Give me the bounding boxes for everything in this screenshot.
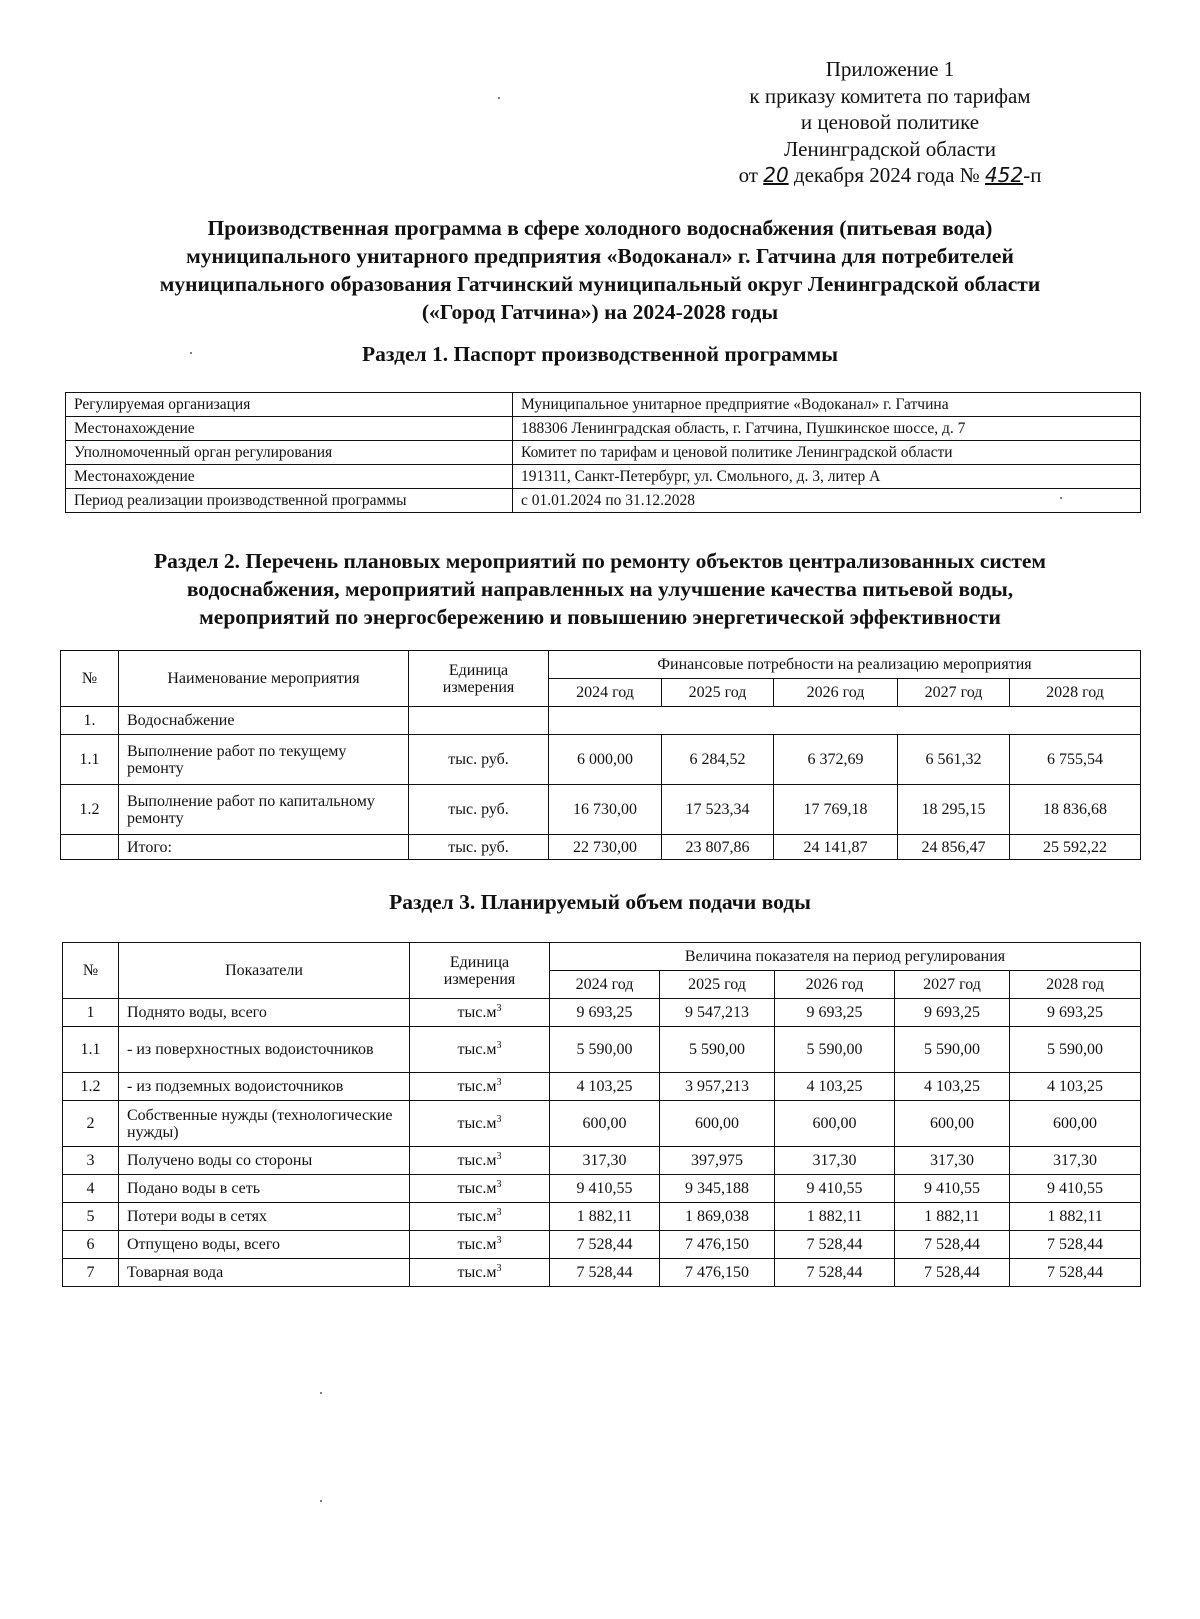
indicator-value: 7 528,44	[1010, 1259, 1141, 1287]
unit-exponent: 3	[496, 1040, 502, 1051]
indicator-value: 1 882,11	[550, 1203, 660, 1231]
passport-value: 188306 Ленинградская область, г. Гатчина, Пушкинское шоссе, д. 7	[513, 417, 1141, 441]
section2-heading-line-3: мероприятий по энергосбережению и повышению энергетической эффективности	[199, 605, 1001, 629]
indicator-value: 317,30	[550, 1147, 660, 1175]
row-number: 4	[63, 1175, 119, 1203]
unit-base: тыс.м	[457, 1004, 497, 1021]
indicator-name: Потери воды в сетях	[119, 1203, 410, 1231]
indicator-value: 1 882,11	[1010, 1203, 1141, 1231]
measures-col-name: Наименование мероприятия	[119, 651, 409, 707]
indicator-value: 5 590,00	[1010, 1027, 1141, 1073]
unit-exponent: 3	[496, 1151, 502, 1162]
measure-value: 6 372,69	[774, 735, 898, 785]
year-header: 2024 год	[550, 971, 660, 999]
scan-speck	[320, 1392, 322, 1394]
year-header: 2028 год	[1010, 971, 1141, 999]
measure-value: 18 295,15	[898, 785, 1010, 835]
measure-value: 6 284,52	[662, 735, 774, 785]
indicator-value: 9 410,55	[895, 1175, 1010, 1203]
volume-col-unit: Единица измерения	[410, 943, 550, 999]
unit-base: тыс.м	[457, 1180, 497, 1197]
measure-value: 6 755,54	[1010, 735, 1141, 785]
passport-label: Регулируемая организация	[66, 393, 513, 417]
indicator-value: 5 590,00	[660, 1027, 775, 1073]
indicator-value: 9 693,25	[775, 999, 895, 1027]
measure-unit: тыс. руб.	[409, 735, 549, 785]
indicator-value: 1 869,038	[660, 1203, 775, 1231]
measure-unit	[409, 707, 549, 735]
section3-heading: Раздел 3. Планируемый объем подачи воды	[389, 890, 811, 914]
volume-row	[63, 1073, 1141, 1101]
measure-name: Водоснабжение	[119, 707, 409, 735]
measure-row	[61, 785, 1141, 835]
indicator-name: Товарная вода	[119, 1259, 410, 1287]
indicator-value: 9 693,25	[895, 999, 1010, 1027]
date-prefix: от	[738, 163, 758, 187]
total-row	[61, 835, 1141, 860]
measure-name: Выполнение работ по капитальному ремонту	[119, 785, 409, 835]
unit-exponent: 3	[496, 1235, 502, 1246]
section2-heading	[60, 547, 1140, 631]
unit-exponent: 3	[496, 1077, 502, 1088]
indicator-value: 600,00	[775, 1101, 895, 1147]
indicator-value: 5 590,00	[775, 1027, 895, 1073]
total-value: 23 807,86	[662, 835, 774, 860]
volume-row	[63, 1027, 1141, 1073]
unit-exponent: 3	[496, 1263, 502, 1274]
indicator-value: 600,00	[550, 1101, 660, 1147]
year-header: 2026 год	[774, 679, 898, 707]
total-label: Итого:	[119, 835, 409, 860]
passport-value: с 01.01.2024 по 31.12.2028	[513, 489, 1141, 513]
unit-base: тыс.м	[457, 1208, 497, 1225]
indicator-value: 317,30	[895, 1147, 1010, 1175]
scan-speck	[1060, 497, 1062, 499]
indicator-value: 9 345,188	[660, 1175, 775, 1203]
scan-speck	[498, 97, 500, 99]
indicator-value: 600,00	[1010, 1101, 1141, 1147]
indicator-unit	[410, 1175, 550, 1203]
indicator-value: 397,975	[660, 1147, 775, 1175]
indicator-value: 1 882,11	[775, 1203, 895, 1231]
row-number: 1.	[61, 707, 119, 735]
indicator-value: 9 693,25	[1010, 999, 1141, 1027]
row-number: 1.1	[61, 735, 119, 785]
unit-base: тыс.м	[457, 1236, 497, 1253]
total-value: 24 141,87	[774, 835, 898, 860]
row-number: 1	[63, 999, 119, 1027]
indicator-unit	[410, 999, 550, 1027]
indicator-value: 7 528,44	[895, 1231, 1010, 1259]
measure-value: 6 000,00	[549, 735, 662, 785]
year-header: 2025 год	[660, 971, 775, 999]
year-header: 2028 год	[1010, 679, 1141, 707]
indicator-value: 600,00	[660, 1101, 775, 1147]
handwritten-order-number: 452	[985, 163, 1024, 187]
indicator-value: 9 547,213	[660, 999, 775, 1027]
volume-table	[62, 942, 1141, 1287]
handwritten-day: 20	[763, 163, 789, 187]
indicator-value: 7 476,150	[660, 1231, 775, 1259]
indicator-unit	[410, 1073, 550, 1101]
title-line-4: («Город Гатчина») на 2024-2028 годы	[421, 300, 779, 324]
year-header: 2027 год	[898, 679, 1010, 707]
unit-base: тыс.м	[457, 1152, 497, 1169]
scan-speck	[320, 1500, 322, 1502]
measures-table	[60, 650, 1141, 860]
indicator-unit	[410, 1147, 550, 1175]
annex-reference	[700, 56, 1080, 189]
indicator-value: 4 103,25	[1010, 1073, 1141, 1101]
unit-exponent: 3	[496, 1003, 502, 1014]
volume-col-group: Величина показателя на период регулирования	[550, 943, 1141, 971]
passport-label: Период реализации производственной программы	[66, 489, 513, 513]
unit-base: тыс.м	[457, 1078, 497, 1095]
indicator-value: 7 528,44	[550, 1231, 660, 1259]
measure-value: 17 769,18	[774, 785, 898, 835]
indicator-value: 5 590,00	[550, 1027, 660, 1073]
section1-heading: Раздел 1. Паспорт производственной программы	[361, 342, 839, 366]
indicator-value: 7 528,44	[775, 1259, 895, 1287]
passport-row	[66, 393, 1141, 417]
indicator-value: 600,00	[895, 1101, 1010, 1147]
year-header: 2027 год	[895, 971, 1010, 999]
volume-col-name: Показатели	[119, 943, 410, 999]
indicator-unit	[410, 1027, 550, 1073]
indicator-name: Поднято воды, всего	[119, 999, 410, 1027]
indicator-value: 3 957,213	[660, 1073, 775, 1101]
row-number: 7	[63, 1259, 119, 1287]
passport-table	[65, 392, 1141, 513]
indicator-name: Подано воды в сеть	[119, 1175, 410, 1203]
measure-unit: тыс. руб.	[409, 785, 549, 835]
volume-row	[63, 999, 1141, 1027]
indicator-value: 9 693,25	[550, 999, 660, 1027]
volume-row	[63, 1175, 1141, 1203]
indicator-unit	[410, 1101, 550, 1147]
annex-line-1: Приложение 1	[825, 57, 955, 81]
annex-line-3: и ценовой политике	[800, 110, 980, 134]
passport-row	[66, 465, 1141, 489]
indicator-value: 9 410,55	[775, 1175, 895, 1203]
indicator-value: 7 476,150	[660, 1259, 775, 1287]
row-number: 1.1	[63, 1027, 119, 1073]
row-number: 5	[63, 1203, 119, 1231]
title-line-3: муниципального образования Гатчинский муниципальный округ Ленинградской области	[159, 272, 1041, 296]
indicator-value: 9 410,55	[1010, 1175, 1141, 1203]
measure-value: 17 523,34	[662, 785, 774, 835]
year-header: 2026 год	[775, 971, 895, 999]
unit-exponent: 3	[496, 1114, 502, 1125]
volume-row	[63, 1231, 1141, 1259]
indicator-value: 7 528,44	[895, 1259, 1010, 1287]
indicator-name: - из поверхностных водоисточников	[119, 1027, 410, 1073]
row-number: 6	[63, 1231, 119, 1259]
measure-value: 16 730,00	[549, 785, 662, 835]
row-number: 3	[63, 1147, 119, 1175]
passport-value: Комитет по тарифам и ценовой политике Ленинградской области	[513, 441, 1141, 465]
passport-body	[66, 393, 1141, 513]
indicator-name: Собственные нужды (технологические нужды)	[119, 1101, 410, 1147]
indicator-value: 1 882,11	[895, 1203, 1010, 1231]
volume-row	[63, 1203, 1141, 1231]
indicator-value: 9 410,55	[550, 1175, 660, 1203]
indicator-value: 4 103,25	[895, 1073, 1010, 1101]
unit-base: тыс.м	[457, 1041, 497, 1058]
indicator-name: Отпущено воды, всего	[119, 1231, 410, 1259]
indicator-value: 317,30	[775, 1147, 895, 1175]
title-line-2: муниципального унитарного предприятия «Водоканал» г. Гатчина для потребителей	[186, 244, 1014, 268]
indicator-name: Получено воды со стороны	[119, 1147, 410, 1175]
unit-base: тыс.м	[457, 1115, 497, 1132]
total-value: 22 730,00	[549, 835, 662, 860]
measures-body	[61, 707, 1141, 860]
measure-name: Выполнение работ по текущему ремонту	[119, 735, 409, 785]
indicator-value: 317,30	[1010, 1147, 1141, 1175]
measures-col-unit: Единица измерения	[409, 651, 549, 707]
volume-row	[63, 1259, 1141, 1287]
indicator-value: 7 528,44	[550, 1259, 660, 1287]
measures-col-group: Финансовые потребности на реализацию мероприятия	[549, 651, 1141, 679]
total-value: 24 856,47	[898, 835, 1010, 860]
indicator-name: - из подземных водоисточников	[119, 1073, 410, 1101]
annex-line-2: к приказу комитета по тарифам	[749, 83, 1031, 108]
volume-row	[63, 1101, 1141, 1147]
unit-exponent: 3	[496, 1207, 502, 1218]
indicator-value: 7 528,44	[1010, 1231, 1141, 1259]
passport-row	[66, 441, 1141, 465]
scan-speck	[190, 352, 192, 354]
section2-heading-line-2: водоснабжения, мероприятий направленных на улучшение качества питьевой воды,	[186, 577, 1014, 601]
passport-value: 191311, Санкт-Петербург, ул. Смольного, д. 3, литер А	[513, 465, 1141, 489]
measure-value: 18 836,68	[1010, 785, 1141, 835]
volume-col-no: №	[63, 943, 119, 999]
date-middle: декабря 2024 года №	[793, 163, 980, 187]
indicator-value: 4 103,25	[775, 1073, 895, 1101]
group-empty	[549, 707, 1141, 735]
annex-line-4: Ленинградской области	[784, 136, 996, 161]
annex-date-line	[700, 162, 1080, 189]
row-number: 1.2	[61, 785, 119, 835]
measure-row	[61, 735, 1141, 785]
passport-row	[66, 417, 1141, 441]
total-value: 25 592,22	[1010, 835, 1141, 860]
indicator-unit	[410, 1231, 550, 1259]
row-number: 2	[63, 1101, 119, 1147]
passport-label: Местонахождение	[66, 417, 513, 441]
measure-value: 6 561,32	[898, 735, 1010, 785]
order-suffix: -п	[1023, 163, 1042, 187]
indicator-unit	[410, 1203, 550, 1231]
year-header: 2025 год	[662, 679, 774, 707]
group-row	[61, 707, 1141, 735]
title-line-1: Производственная программа в сфере холодного водоснабжения (питьевая вода)	[207, 216, 993, 240]
document-title	[60, 214, 1140, 326]
volume-body	[63, 999, 1141, 1287]
section2-heading-line-1: Раздел 2. Перечень плановых мероприятий по ремонту объектов централизованных систем	[153, 549, 1047, 573]
measure-unit: тыс. руб.	[409, 835, 549, 860]
passport-label: Местонахождение	[66, 465, 513, 489]
row-number: 1.2	[63, 1073, 119, 1101]
indicator-value: 4 103,25	[550, 1073, 660, 1101]
unit-base: тыс.м	[457, 1264, 497, 1281]
passport-row	[66, 489, 1141, 513]
passport-value: Муниципальное унитарное предприятие «Водоканал» г. Гатчина	[513, 393, 1141, 417]
year-header: 2024 год	[549, 679, 662, 707]
indicator-value: 7 528,44	[775, 1231, 895, 1259]
measures-col-no: №	[61, 651, 119, 707]
indicator-unit	[410, 1259, 550, 1287]
passport-label: Уполномоченный орган регулирования	[66, 441, 513, 465]
indicator-value: 5 590,00	[895, 1027, 1010, 1073]
row-number	[61, 835, 119, 860]
volume-row	[63, 1147, 1141, 1175]
unit-exponent: 3	[496, 1179, 502, 1190]
